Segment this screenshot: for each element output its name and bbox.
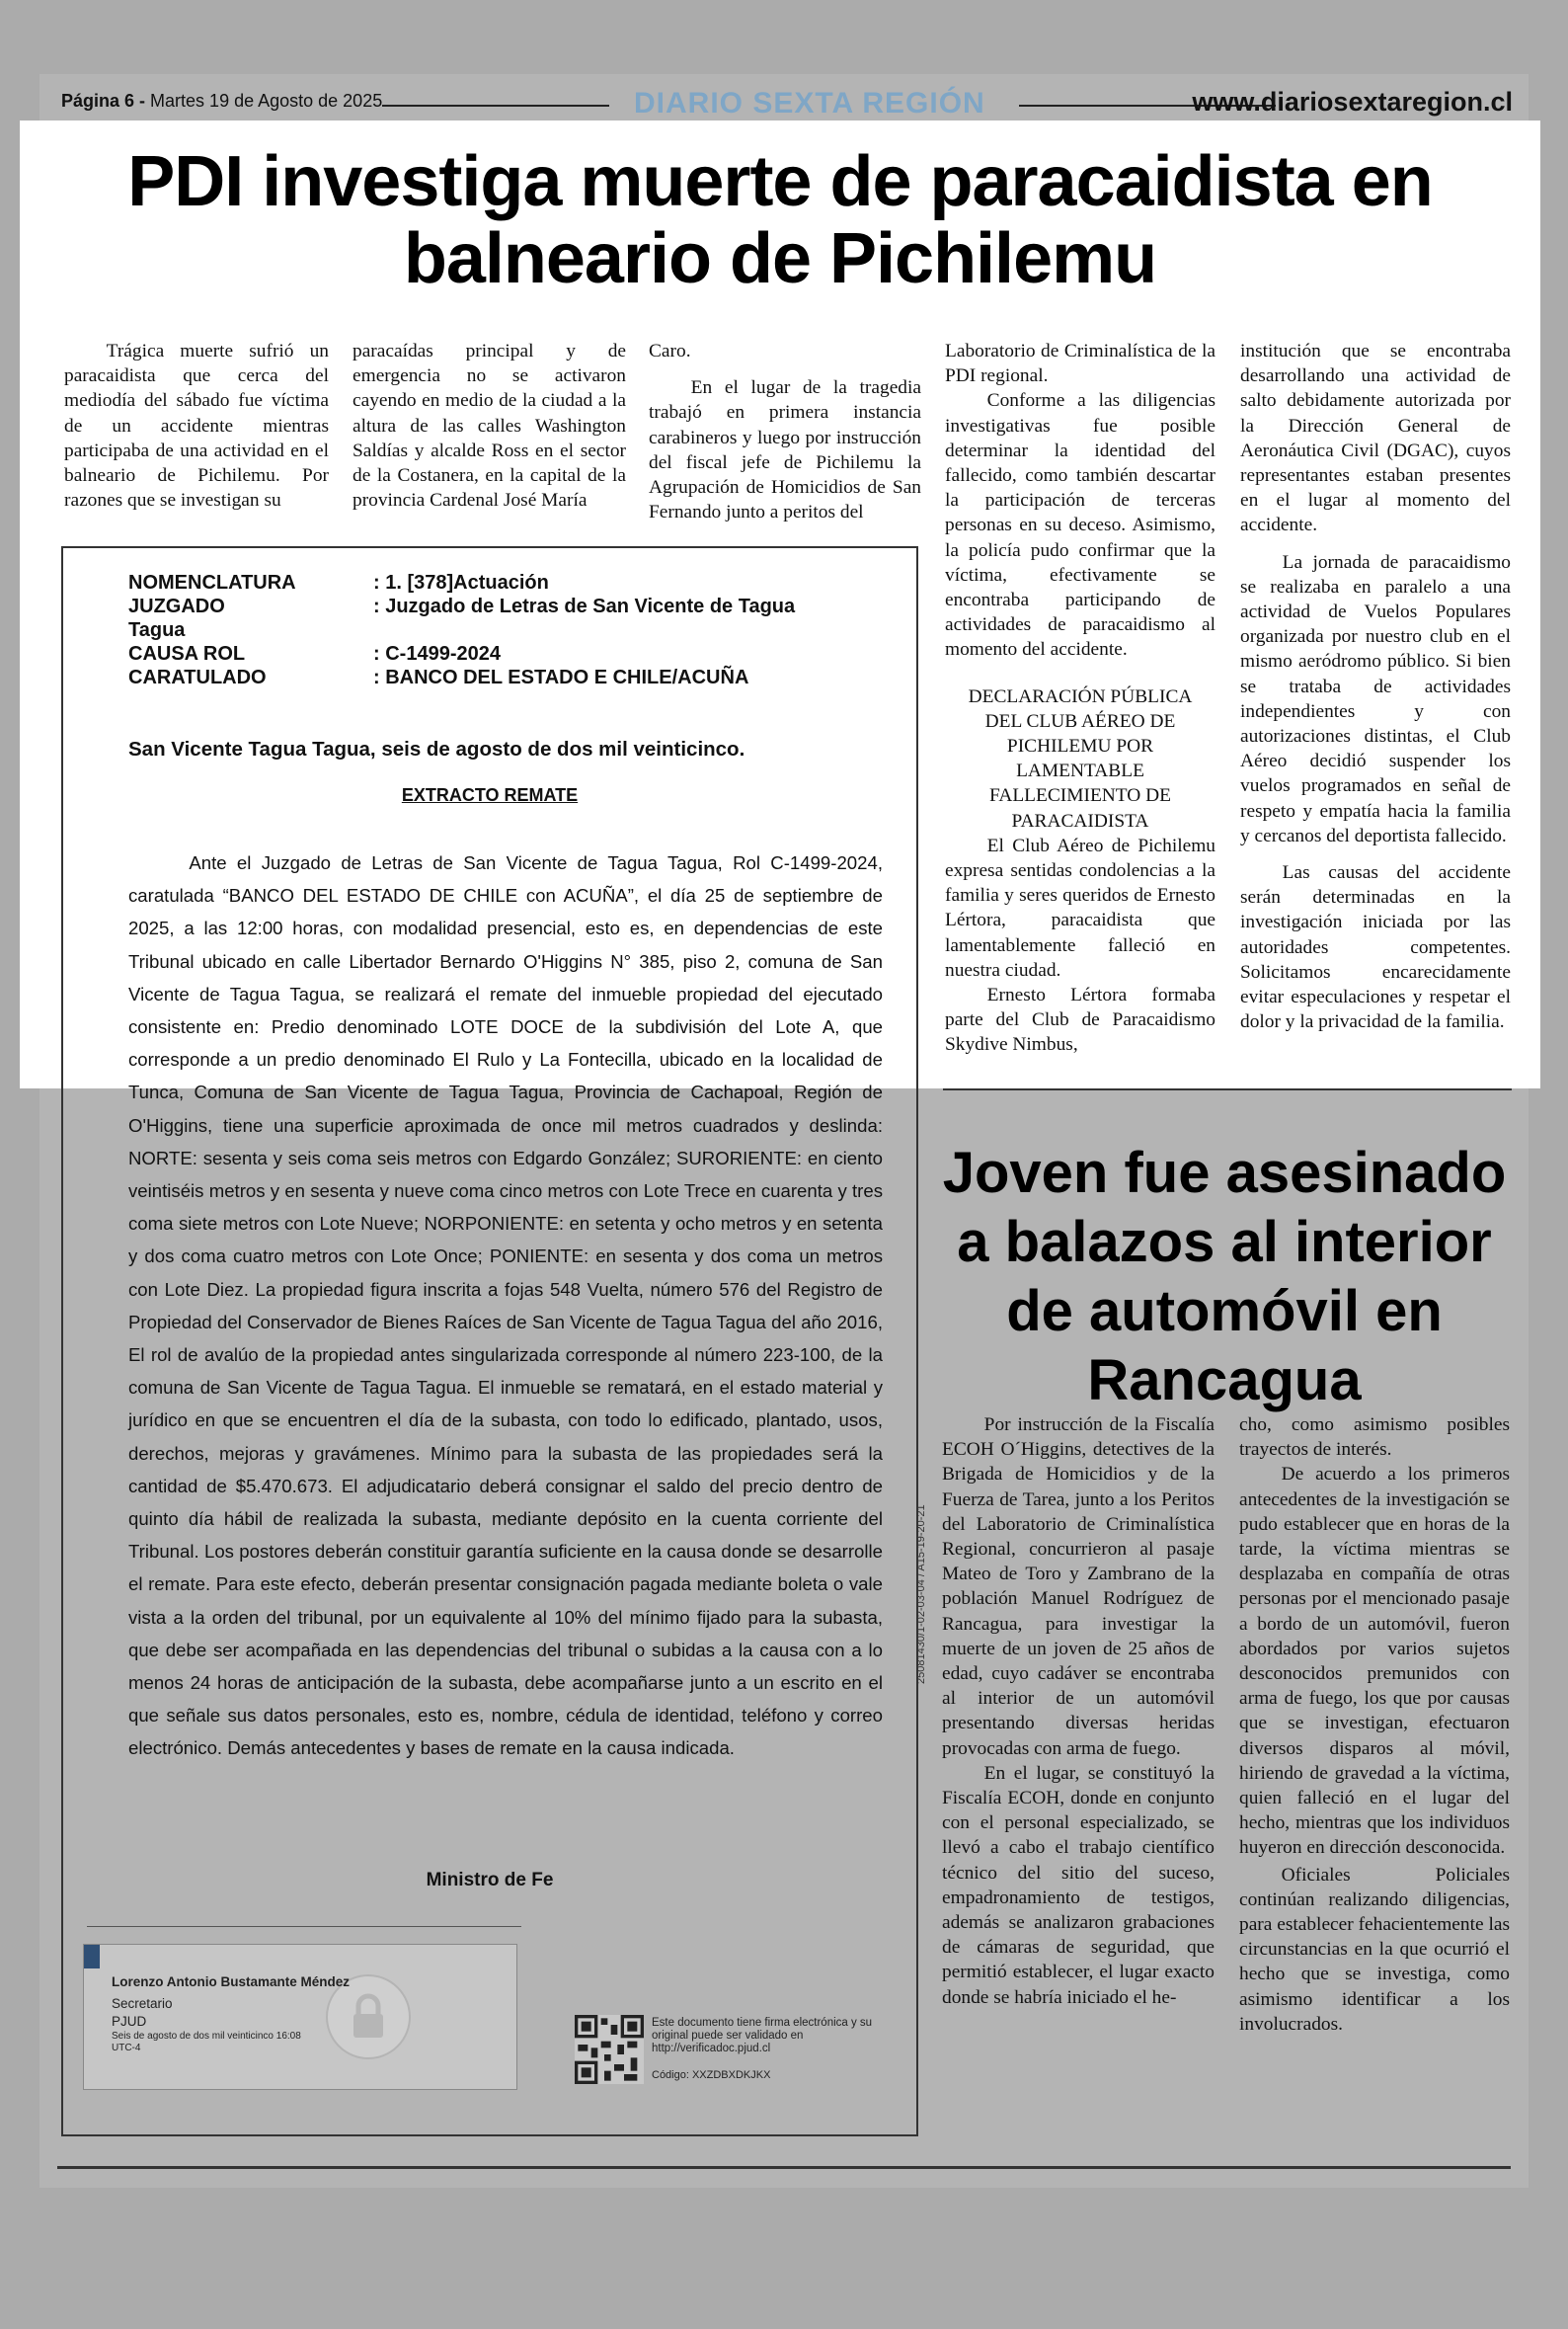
article1-paragraph: Laboratorio de Criminalística de la PDI regional. <box>945 341 1215 387</box>
article1-paragraph: En el lugar de la tragedia trabajó en primera instancia carabineros y luego por instrucción del fiscal jefe de Pichilemu la Agrupación de Homicidios de San Fernando junto a peritos del <box>649 377 921 523</box>
article1-paragraph: paracaídas principal y de emergencia no se activaron cayendo en medio de la ciudad a la altura de las calles Washington Saldías y alcalde Ross en el sector de la Costanera, en la capital de la provincia Cardenal José María <box>353 341 626 512</box>
article2-paragraph: En el lugar, se constituyó la Fiscalía ECOH, donde en conjunto con el personal especializado, se llevó a cabo el trabajo científico técnico del sitio del suceso, empadronamiento de testigos, además se analizaron grabaciones de cámaras de seguridad, que permitió establecer, el lugar exacto donde se habría iniciado el he- <box>942 1762 1215 2008</box>
signer-name: Lorenzo Antonio Bustamante Méndez <box>112 1974 351 1989</box>
article1-paragraph: Ernesto Lértora formaba parte del Club de Paracaidismo Skydive Nimbus, <box>945 985 1215 1056</box>
case-row <box>128 595 879 618</box>
legal-notice-box <box>61 546 918 2136</box>
case-row <box>128 571 879 595</box>
website-link[interactable]: www.diariosextaregion.cl <box>1192 87 1513 117</box>
case-key: Tagua <box>128 619 186 641</box>
notice-paragraph: Ante el Juzgado de Letras de San Vicente de Tagua Tagua, Rol C-1499-2024, caratulada “BANCO DEL ESTADO DE CHILE con ACUÑA”, el día 25 de septiembre de 2025, a las 12:00 horas, con modalidad presencial, esto es, en dependencias de este Tribunal ubicado en calle Libertador Bernardo O'Higgins N° 385, piso 2, comuna de San Vicente de Tagua Tagua, se realizará el remate del inmueble propiedad del ejecutado consistente en: Predio denominado LOTE DOCE de la subdivisión del Lote A, que corresponde a un predio denominado El Rulo y La Fontecilla, ubicado en la localidad de Tunca, Comuna de San Vicente de Tagua Tagua, Provincia de Cachapoal, Región de O'Higgins, tiene una superficie aproximada de once mil metros cuadrados y deslinda: NORTE: sesenta y seis coma seis metros con Edgardo González; SURORIENTE: en ciento veintiséis metros y en sesenta y nueve coma cinco metros con Lote Trece en cuarenta y tres coma siete metros con Lote Nueve; NORPONIENTE: en setenta y ocho metros y en setenta y dos coma cuatro metros con Lote Once; PONIENTE: en sesenta y dos coma un metros con Lote Diez. La propiedad figura inscrita a fojas 548 Vuelta, número 576 del Registro de Propiedad del Conservador de Bienes Raíces de San Vicente de Tagua Tagua del año 2016, El rol de avalúo de la propiedad antes singularizada corresponde al número 223-100, de la comuna de San Vicente de Tagua Tagua. El inmueble se rematará, en el estado material y jurídico en que se encuentren el día de la subasta, con todo lo edificado, plantado, usos, derechos, mejoras y gravámenes. Mínimo para la subasta de las propiedades será la cantidad de $5.470.673. El adjudicatario deberá consignar el saldo del precio dentro de quinto día hábil de realizada la subasta, mediante depósito en la cuenta corriente del Tribunal. Los postores deberán constituir garantía suficiente en la causa donde se desarrolle el remate. Para este efecto, deberán presentar consignación pagada mediante boleta o vale vista a la orden del tribunal, por un equivalente al 10% del mínimo fijado para la subasta, que debe ser acompañada en las dependencias del tribunal o subidas a la causa con a lo menos 24 horas de anticipación de la subasta, debe acompañarse junto a un escrito en el que señale sus datos personales, esto es, nombre, cédula de identidad, teléfono y correo electrónico. Demás antecedentes y bases de remate en la causa indicada. <box>128 852 883 1759</box>
article2-col2 <box>1239 1412 1510 2037</box>
case-value: : 1. [378]Actuación <box>373 572 549 594</box>
qr-code-icon[interactable] <box>575 2015 644 2084</box>
case-row <box>128 618 879 642</box>
article1-paragraph: La jornada de paracaidismo se realizaba en paralelo a una actividad de Vuelos Populares organizada por nuestro club en el mismo aeródromo público. Si bien se trataba de actividades independientes y con autorizaciones distintas, el Club Aéreo decidió suspender los vuelos programados en señal de respeto y empatía hacia la familia y cercanos del deportista fallecido. <box>1240 551 1511 846</box>
case-row <box>128 666 879 689</box>
article2-paragraph: Por instrucción de la Fiscalía ECOH O´Higgins, detectives de la Brigada de Homicidios y de la Fuerza de Tarea, junto a los Peritos del Laboratorio de Criminalística Regional, concurrieron al pasaje Mateo de Toro y Zambrano de la población Manuel Rodríguez de Rancagua, para investigar la muerte de un joven de 25 años de edad, cuyo cadáver se encontraba al interior de un automóvil presentando diversas heridas provocadas con arma de fuego. <box>942 1414 1215 1759</box>
validation-text: Este documento tiene firma electrónica y su original puede ser validado en http://verificadoc.pjud.cl <box>652 2017 873 2054</box>
signature-timestamp: Seis de agosto de dos mil veinticinco 16:08 UTC-4 <box>112 2031 301 2053</box>
article1-col2 <box>353 339 626 513</box>
article1-paragraph: Conforme a las diligencias investigativas fue posible determinar la identidad del fallecido, como también descartar la participación de terceras personas en su deceso. Asimismo, la policía pudo confirmar que la víctima, efectivamente se encontraba participando de actividades de paracaidismo al momento del accidente. <box>945 390 1215 661</box>
article1-col3 <box>649 339 921 524</box>
notice-signoff: Ministro de Fe <box>426 1870 554 1890</box>
case-value: : BANCO DEL ESTADO E CHILE/ACUÑA <box>373 667 749 688</box>
article2-col1 <box>942 1412 1215 2010</box>
issue-date: Martes 19 de Agosto de 2025 <box>150 91 383 111</box>
case-row <box>128 642 879 666</box>
electronic-signature <box>83 1944 517 2090</box>
article2-paragraph: De acuerdo a los primeros antecedentes de la investigación se pudo establecer que en horas de la tarde, la víctima mientras se desplazaba en compañía de otras personas por el mencionado pasaje a bordo de un automóvil, fueron abordados por varios sujetos desconocidos premunidos con arma de fuego, los que por causas que se investigan, efectuaron diversos disparos al móvil, hiriendo de gravedad a la víctima, quien falleció en el lugar del hecho, mientras que los individuos huyeron en dirección desconocida. <box>1239 1464 1510 1859</box>
article2-paragraph: cho, como asimismo posibles trayectos de interés. <box>1239 1414 1510 1461</box>
case-key: CAUSA ROL <box>128 643 246 665</box>
signer-org: PJUD <box>112 2014 147 2029</box>
vertical-reference-code: 25081430/1-02-03-04 / A15-19-20-21 <box>915 1504 927 1684</box>
case-value: : C-1499-2024 <box>373 643 501 665</box>
validation-code: Código: XXZDBXDKJKX <box>652 2069 771 2081</box>
page-info <box>61 91 382 112</box>
page-header <box>61 87 1513 124</box>
article-divider <box>943 1088 1512 1090</box>
case-details <box>128 571 879 689</box>
pjud-flag-icon <box>84 1945 100 1968</box>
article1-col4 <box>945 339 1215 1058</box>
article2-headline: Joven fue asesinado a balazos al interior de automóvil en Rancagua <box>942 1141 1507 1412</box>
article1-paragraph: institución que se encontraba desarrollando una actividad de salto debidamente autorizada por la Dirección General de Aeronáutica Civil (DGAC), cuyos representantes estaban presentes en el lugar al momento del accidente. <box>1240 341 1511 536</box>
article2-paragraph: Oficiales Policiales continúan realizando diligencias, para establecer fehacientemente las circunstancias en la que ocurrió el hecho que se investiga, como asimismo identificar a los involucrados. <box>1239 1864 1510 2035</box>
case-key: NOMENCLATURA <box>128 572 296 594</box>
article1-col1 <box>64 339 329 513</box>
header-rule-left <box>382 105 609 107</box>
page-number: Página 6 - <box>61 91 146 111</box>
signature-divider <box>87 1926 521 1927</box>
notice-title: EXTRACTO REMATE <box>401 785 579 805</box>
club-statement-subhead: DECLARACIÓN PÚBLICA DEL CLUB AÉREO DE PICHILEMU POR LAMENTABLE FALLECIMIENTO DE PARACAIDISTA <box>968 685 1193 832</box>
article1-col5 <box>1240 339 1511 1034</box>
notice-body <box>128 846 883 1765</box>
notice-dateline: San Vicente Tagua Tagua, seis de agosto de dos mil veinticinco. <box>128 738 745 761</box>
page-bottom-rule <box>57 2166 1511 2169</box>
article1-paragraph: El Club Aéreo de Pichilemu expresa sentidas condolencias a la familia y seres queridos de Ernesto Lértora, paracaidista que lamentablemente falleció en nuestra ciudad. <box>945 835 1215 981</box>
article1-paragraph: Trágica muerte sufrió un paracaidista que cerca del mediodía del sábado fue víctima de un accidente mientras participaba de una actividad en el balneario de Pichilemu. Por razones que se investigan su <box>64 341 329 512</box>
article1-paragraph: Las causas del accidente serán determinadas en la investigación iniciada por las autoridades competentes. Solicitamos encarecidamente evitar especulaciones y respetar el dolor y la privacidad de la familia. <box>1240 862 1511 1033</box>
masthead-brand: DIARIO SEXTA REGIÓN <box>634 87 985 120</box>
case-key: JUZGADO <box>128 596 225 617</box>
case-value: : Juzgado de Letras de San Vicente de Tagua <box>373 596 796 617</box>
signer-role: Secretario <box>112 1996 173 2011</box>
article1-paragraph: Caro. <box>649 341 691 361</box>
article1-headline: PDI investiga muerte de paracaidista en balneario de Pichilemu <box>127 142 1433 298</box>
case-key: CARATULADO <box>128 667 267 688</box>
